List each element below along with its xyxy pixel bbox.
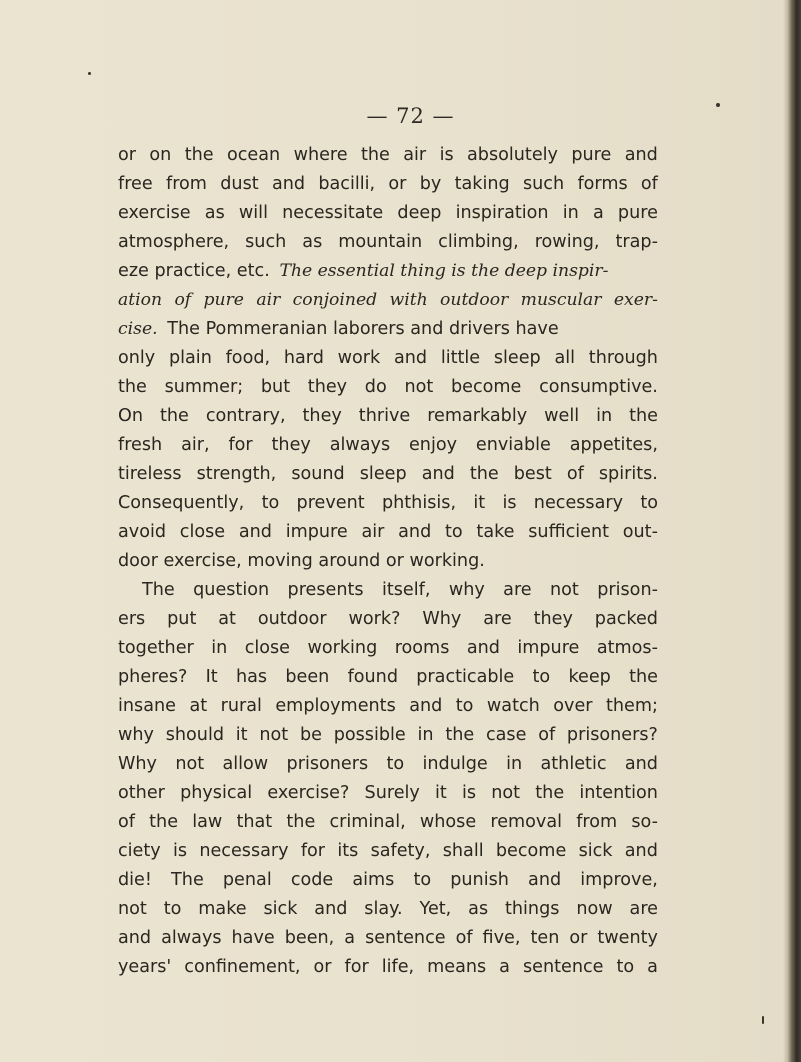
word: sound <box>291 464 345 484</box>
word: employments <box>275 696 396 716</box>
word: rooms <box>394 638 450 658</box>
word: work? <box>348 609 401 629</box>
word: not <box>404 377 434 397</box>
word: the <box>184 145 214 165</box>
word: will <box>238 203 268 223</box>
word: air <box>403 145 427 165</box>
word: always <box>329 435 391 455</box>
word: trap- <box>615 232 658 252</box>
text-line <box>118 170 658 199</box>
word: the <box>629 406 658 426</box>
word: from <box>576 812 618 832</box>
word: at <box>189 696 208 716</box>
word: of <box>455 928 473 948</box>
word: taking <box>454 174 510 194</box>
word: become <box>495 841 567 861</box>
word: dust <box>220 174 259 194</box>
word: exercise <box>118 203 191 223</box>
word: and <box>409 696 443 716</box>
text-line <box>118 576 658 605</box>
text-line <box>118 721 658 750</box>
word: or <box>388 174 407 194</box>
page-number: — 72 — <box>366 104 455 128</box>
word: of <box>640 174 658 194</box>
word: close <box>179 522 226 542</box>
word: is <box>439 145 454 165</box>
word: air <box>361 522 385 542</box>
word: criminal, <box>329 812 406 832</box>
book-binding-edge <box>787 0 801 1062</box>
word: and <box>393 348 428 368</box>
word: should <box>165 725 225 745</box>
word: possible <box>333 725 406 745</box>
word: in <box>596 406 613 426</box>
word: not <box>175 754 205 774</box>
word: in <box>417 725 434 745</box>
word: The <box>171 870 204 890</box>
word: and <box>238 522 272 542</box>
word: contrary, <box>205 406 286 426</box>
word: be <box>299 725 322 745</box>
word: outdoor <box>257 609 327 629</box>
word: or <box>569 928 588 948</box>
word: they <box>307 377 348 397</box>
text-line <box>118 692 658 721</box>
word: Why <box>422 609 462 629</box>
word: all <box>554 348 576 368</box>
word: it <box>435 783 447 803</box>
word: necessitate <box>282 203 384 223</box>
word: to <box>261 493 280 513</box>
word: why <box>118 725 154 745</box>
word: sentence <box>365 928 446 948</box>
word: itself, <box>381 580 431 600</box>
word: where <box>293 145 348 165</box>
word: code <box>290 870 334 890</box>
word: of <box>566 464 584 484</box>
word: deep <box>397 203 442 223</box>
word: whose <box>419 812 477 832</box>
text-line <box>118 866 658 895</box>
word: rural <box>220 696 262 716</box>
word: mountain <box>338 232 423 252</box>
word: ciety <box>118 841 161 861</box>
word: shall <box>442 841 484 861</box>
word: now <box>576 899 613 919</box>
emphasis-text: pure <box>203 290 244 310</box>
word: its <box>337 841 359 861</box>
word: sick <box>578 841 613 861</box>
word: not <box>550 580 579 600</box>
word: they <box>271 435 311 455</box>
word: in <box>562 203 579 223</box>
word: Consequently, <box>118 493 245 513</box>
word: for <box>228 435 253 455</box>
text-line <box>118 837 658 866</box>
word: law <box>192 812 223 832</box>
word: been, <box>284 928 335 948</box>
word: other <box>118 783 165 803</box>
word: been <box>285 667 330 687</box>
word: presents <box>287 580 364 600</box>
word: and <box>624 754 658 774</box>
word: climbing, <box>438 232 519 252</box>
word: out- <box>622 522 658 542</box>
word: strength, <box>196 464 277 484</box>
word: as <box>204 203 225 223</box>
word: life, <box>381 957 415 977</box>
word: food, <box>225 348 271 368</box>
word: slay. <box>364 899 403 919</box>
word: necessary <box>533 493 624 513</box>
word: ten <box>530 928 560 948</box>
word: such <box>245 232 287 252</box>
word: atmosphere, <box>118 232 230 252</box>
word: prevent <box>296 493 365 513</box>
word: close <box>244 638 291 658</box>
word: intention <box>579 783 658 803</box>
text-line <box>118 489 658 518</box>
word: such <box>522 174 565 194</box>
word: insane <box>118 696 176 716</box>
word: well <box>544 406 580 426</box>
word: of <box>538 725 556 745</box>
word: impure <box>285 522 348 542</box>
word: consumptive. <box>539 377 658 397</box>
word: allow <box>222 754 269 774</box>
word: punish <box>450 870 509 890</box>
word: absolutely <box>467 145 558 165</box>
word: are <box>503 580 532 600</box>
text-line <box>118 141 658 170</box>
word: working <box>307 638 378 658</box>
text-line: door exercise, moving around or working. <box>118 551 485 571</box>
word: packed <box>594 609 658 629</box>
word: only <box>118 348 156 368</box>
word: plain <box>168 348 212 368</box>
word: a <box>592 203 604 223</box>
word: sleep <box>493 348 541 368</box>
word: to <box>445 522 463 542</box>
text-line <box>118 779 658 808</box>
word: as <box>468 899 489 919</box>
text-line <box>118 895 658 924</box>
word: thrive <box>358 406 411 426</box>
word: are <box>483 609 512 629</box>
word: On <box>118 406 143 426</box>
word: and <box>118 928 152 948</box>
word: pheres? <box>118 667 188 687</box>
word: them; <box>606 696 658 716</box>
word: physical <box>180 783 253 803</box>
word: exercise? <box>267 783 350 803</box>
text-line <box>118 373 658 402</box>
word: and <box>398 522 432 542</box>
word: case <box>485 725 527 745</box>
text-line <box>118 518 658 547</box>
word: to <box>455 696 474 716</box>
word: spirits. <box>598 464 658 484</box>
word: rowing, <box>534 232 600 252</box>
word: Yet, <box>419 899 452 919</box>
text-line <box>118 460 658 489</box>
word: tireless <box>118 464 182 484</box>
word: at <box>218 609 236 629</box>
word: keep <box>568 667 611 687</box>
word: prisoners? <box>566 725 658 745</box>
body-text <box>118 141 658 982</box>
word: and <box>624 841 658 861</box>
word: for <box>344 957 369 977</box>
word: and <box>421 464 455 484</box>
word: the <box>469 464 499 484</box>
word: forms <box>577 174 628 194</box>
word: fresh <box>118 435 163 455</box>
word: to <box>640 493 658 513</box>
text-line <box>118 808 658 837</box>
word: penal <box>222 870 272 890</box>
word: inspiration <box>455 203 549 223</box>
word: through <box>588 348 658 368</box>
word: that <box>236 812 273 832</box>
word: pure <box>571 145 612 165</box>
word: from <box>166 174 207 194</box>
word: bacilli, <box>318 174 376 194</box>
word: to <box>163 899 182 919</box>
word: twenty <box>597 928 658 948</box>
word: and <box>624 145 658 165</box>
word: It <box>205 667 218 687</box>
word: remarkably <box>427 406 528 426</box>
word: make <box>198 899 247 919</box>
word: the <box>159 406 189 426</box>
paper-speck <box>88 72 91 75</box>
emphasis-text: outdoor <box>440 290 509 310</box>
word: for <box>300 841 326 861</box>
word: become <box>450 377 522 397</box>
word: or <box>313 957 332 977</box>
word: is <box>462 783 477 803</box>
word: removal <box>490 812 563 832</box>
word: to <box>532 667 551 687</box>
word: to <box>413 870 432 890</box>
word: the <box>535 783 565 803</box>
text-line <box>118 605 658 634</box>
word: atmos- <box>596 638 658 658</box>
word: why <box>448 580 485 600</box>
word: not <box>118 899 147 919</box>
word: a <box>647 957 658 977</box>
emphasis-text: conjoined <box>292 290 378 310</box>
word: best <box>513 464 552 484</box>
word: confinement, <box>184 957 301 977</box>
text-line <box>118 431 658 460</box>
text-line <box>118 750 658 779</box>
emphasis-text: muscular <box>520 290 602 310</box>
emphasis-text: The essential thing is the deep inspir- <box>279 261 609 281</box>
text-line <box>118 344 658 373</box>
word: found <box>347 667 398 687</box>
emphasis-text: ation <box>118 290 163 310</box>
word: air, <box>181 435 210 455</box>
text-line <box>118 634 658 663</box>
emphasis-text: exer- <box>613 290 658 310</box>
word: they <box>302 406 342 426</box>
emphasis-text: air <box>256 290 281 310</box>
word: the <box>445 725 475 745</box>
word: take <box>476 522 515 542</box>
paper-speck <box>762 1016 764 1024</box>
text-line <box>118 663 658 692</box>
word: it <box>473 493 486 513</box>
word: summer; <box>164 377 244 397</box>
word: to <box>386 754 405 774</box>
word: not <box>491 783 521 803</box>
word: aims <box>352 870 395 890</box>
word: years' <box>118 957 172 977</box>
word: Why <box>118 754 157 774</box>
word: pure <box>617 203 658 223</box>
word: little <box>440 348 481 368</box>
word: is <box>502 493 517 513</box>
word: of <box>118 812 135 832</box>
word: but <box>260 377 291 397</box>
word: together <box>118 638 194 658</box>
word: hard <box>283 348 324 368</box>
word: over <box>553 696 593 716</box>
word: avoid <box>118 522 167 542</box>
word: impure <box>517 638 580 658</box>
word: and <box>314 899 348 919</box>
word: phthisis, <box>381 493 457 513</box>
word: they <box>533 609 573 629</box>
word: in <box>211 638 228 658</box>
word: as <box>302 232 323 252</box>
emphasis-text: with <box>389 290 428 310</box>
word: watch <box>486 696 540 716</box>
text-line <box>118 953 658 982</box>
text-line <box>118 402 658 431</box>
word: improve, <box>580 870 658 890</box>
word: sleep <box>359 464 407 484</box>
word: Surely <box>364 783 420 803</box>
text-line <box>118 228 658 257</box>
word: ers <box>118 609 146 629</box>
word: a <box>344 928 356 948</box>
word: ocean <box>226 145 281 165</box>
text-line <box>118 199 658 228</box>
word: The <box>142 580 175 600</box>
word: and <box>271 174 306 194</box>
text-line <box>118 286 658 315</box>
word: the <box>286 812 316 832</box>
word: have <box>231 928 275 948</box>
word: has <box>235 667 268 687</box>
word: and <box>466 638 500 658</box>
word: necessary <box>199 841 289 861</box>
word: work <box>337 348 381 368</box>
word: by <box>419 174 442 194</box>
word: athletic <box>540 754 607 774</box>
emphasis-text: cise. <box>118 319 158 339</box>
word: means <box>427 957 487 977</box>
word: free <box>118 174 153 194</box>
word: and <box>528 870 562 890</box>
word: prison- <box>597 580 658 600</box>
word: to <box>616 957 635 977</box>
word: practicable <box>416 667 515 687</box>
word: the <box>629 667 658 687</box>
word: appetites, <box>569 435 658 455</box>
word: indulge <box>422 754 488 774</box>
word: die! <box>118 870 152 890</box>
text-line <box>118 924 658 953</box>
text-line: cise. The Pommeranian laborers and drivers have <box>118 315 658 344</box>
word: safety, <box>370 841 431 861</box>
word: prisoners <box>286 754 369 774</box>
word: put <box>167 609 197 629</box>
word: five, <box>482 928 521 948</box>
word: in <box>506 754 523 774</box>
word: on <box>149 145 172 165</box>
word: enviable <box>475 435 551 455</box>
word: or <box>118 145 136 165</box>
word: sentence <box>522 957 604 977</box>
word: it <box>235 725 248 745</box>
word: do <box>364 377 387 397</box>
word: the <box>118 377 147 397</box>
word: so- <box>631 812 658 832</box>
word: a <box>499 957 510 977</box>
word: always <box>161 928 222 948</box>
word: sick <box>263 899 298 919</box>
word: not <box>259 725 289 745</box>
word: question <box>193 580 270 600</box>
word: sufficient <box>528 522 610 542</box>
text-line: eze practice, etc. The essential thing is the deep inspir- <box>118 257 658 286</box>
word: is <box>172 841 188 861</box>
word: things <box>505 899 560 919</box>
word: the <box>149 812 179 832</box>
emphasis-text: of <box>174 290 192 310</box>
word: are <box>629 899 658 919</box>
word: enjoy <box>408 435 458 455</box>
word: the <box>361 145 390 165</box>
